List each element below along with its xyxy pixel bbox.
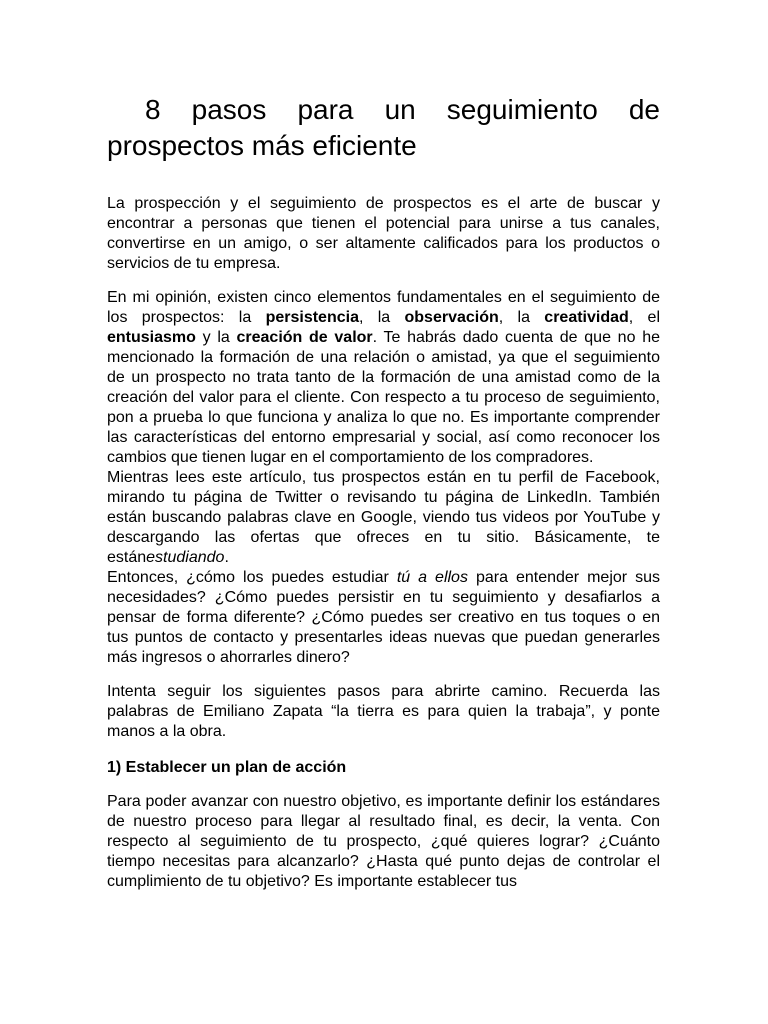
text: Entonces, ¿cómo los puedes estudiar [107, 569, 397, 586]
text: . Te habrás dado cuenta de que no he mencionado la formación de una relación o amistad, ya que el seguimiento de un prospecto no trata tanto de la formación de una amistad como de la creación del valor para el cliente. Con respecto a tu proceso de seguimiento, pon a prueba lo que funciona y analiza lo que no. Es importante comprender las características del entorno empresarial y social, así como reconocer los cambios que tienen lugar en el comportamiento de los compradores. [107, 329, 660, 466]
section-heading-1: 1) Establecer un plan de acción [107, 759, 347, 776]
document-page [107, 92, 660, 892]
title-line-2: prospectos más eficiente [107, 130, 417, 161]
text: Mientras lees este artículo, tus prospectos están en tu perfil de Facebook, mirando tu página de Twitter o revisando tu página de LinkedIn. También están buscando palabras clave en Google, viendo tus videos por YouTube y descargando las ofertas que ofreces en tu sitio. Básicamente, te están [107, 469, 660, 566]
bold-creatividad: creatividad [544, 309, 629, 326]
document-title [107, 92, 660, 164]
paragraph-intro: La prospección y el seguimiento de prospectos es el arte de buscar y encontrar a personas que tienen el potencial para unirse a tus canales, convertirse en un amigo, o ser altamente calificados para los productos o servicios de tu empresa. [107, 195, 660, 272]
bold-entusiasmo: entusiasmo [107, 329, 196, 346]
paragraph-section-1: Para poder avanzar con nuestro objetivo, es importante definir los estándares de nuestro proceso para llegar al resultado final, es decir, la venta. Con respecto al seguimiento de tu prospecto, ¿qué quieres lograr? ¿Cuánto tiempo necesitas para alcanzarlo? ¿Hasta qué punto dejas de controlar el cumplimiento de tu objetivo? Es importante establecer tus [107, 793, 660, 890]
italic-tu-a-ellos: tú a ellos [396, 569, 468, 586]
text: En mi opinión, existen cinco elementos fundamentales en el seguimiento de los prospectos: la [107, 289, 660, 326]
bold-observacion: observación [404, 309, 499, 326]
paragraph-questions [107, 568, 660, 668]
text: y la [195, 329, 237, 346]
paragraph-elements [107, 288, 660, 468]
text: , el [628, 309, 660, 326]
italic-estudiando: estudiando [146, 549, 225, 566]
paragraph-prospects-studying [107, 468, 660, 568]
text: , la [498, 309, 545, 326]
title-line-1: 8 pasos para un seguimiento de [145, 94, 660, 125]
text: , la [358, 309, 405, 326]
text: . [224, 549, 229, 566]
bold-creacion-de-valor: creación de valor [236, 329, 373, 346]
paragraph-zapata-quote: Intenta seguir los siguientes pasos para abrirte camino. Recuerda las palabras de Emiliano Zapata “la tierra es para quien la trabaja”, y ponte manos a la obra. [107, 683, 660, 740]
bold-persistencia: persistencia [265, 309, 359, 326]
text: para entender mejor sus necesidades? ¿Cómo puedes persistir en tu seguimiento y desafiarlos a pensar de forma diferente? ¿Cómo puedes ser creativo en tus toques o en tus puntos de contacto y presentarles ideas nuevas que puedan generarles más ingresos o ahorrarles dinero? [107, 569, 660, 666]
